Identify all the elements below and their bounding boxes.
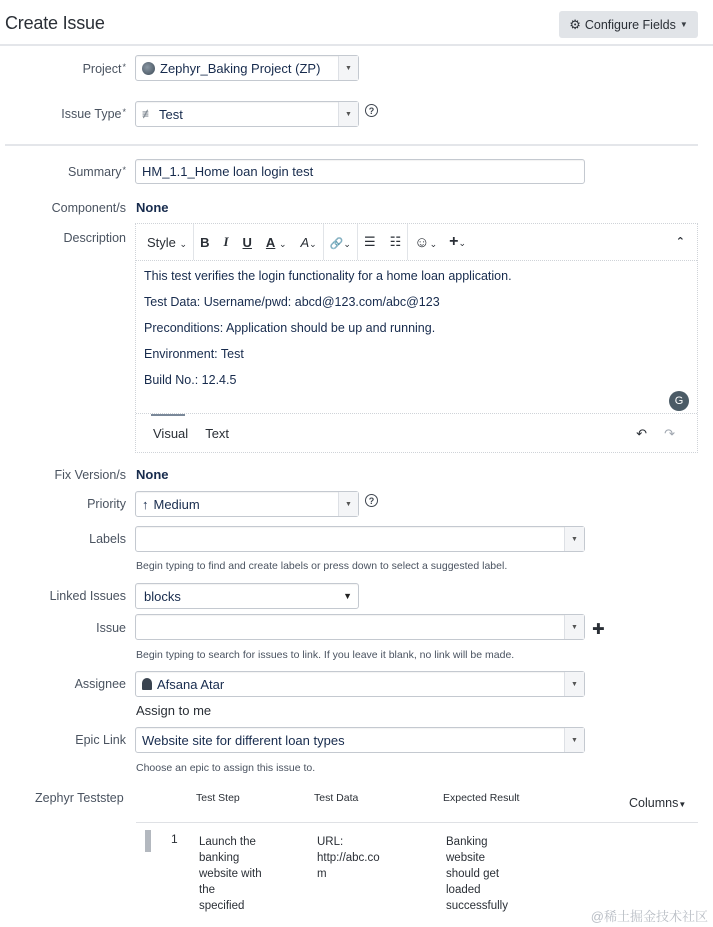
page-title: Create Issue	[5, 13, 105, 33]
insert-button[interactable]	[449, 233, 466, 251]
epic-link-value: Website site for different loan types	[142, 732, 345, 748]
help-icon[interactable]: ?	[365, 494, 378, 507]
issue-type-label: Issue Type*	[61, 107, 126, 121]
caret-down-icon: ▼	[679, 20, 688, 29]
underline-button[interactable]: U	[242, 234, 252, 250]
chevron-down-icon: ⌄	[179, 238, 188, 249]
add-link-icon[interactable]: ✚	[592, 621, 605, 638]
editor-toolbar	[136, 224, 697, 261]
bullet-list-icon[interactable]: ☰	[363, 234, 376, 249]
style-dropdown[interactable]: Style ⌄	[147, 234, 188, 250]
caret-down-icon[interactable]: ▼	[564, 672, 584, 696]
section-divider	[5, 144, 698, 146]
expected-result-cell[interactable]: Banking website should get loaded successfully	[446, 836, 508, 912]
caret-down-icon[interactable]: ▼	[564, 615, 584, 639]
caret-down-icon[interactable]: ▼	[564, 728, 584, 752]
description-paragraph: Environment: Test	[144, 347, 244, 361]
description-paragraph: Build No.: 12.4.5	[144, 373, 237, 387]
numbered-list-icon[interactable]: ☷	[389, 234, 402, 249]
caret-down-icon[interactable]: ▼	[338, 492, 358, 516]
drag-handle-icon[interactable]	[145, 830, 151, 852]
step-cell[interactable]: Launch the banking website with the specified	[199, 836, 262, 912]
assignee-label: Assignee	[74, 677, 126, 691]
linked-issues-select[interactable]	[135, 583, 359, 609]
chevron-down-icon: ⌄	[429, 238, 438, 249]
issue-type-select[interactable]	[135, 101, 359, 127]
epic-link-label: Epic Link	[75, 733, 126, 747]
watermark: @稀土掘金技术社区	[590, 909, 708, 924]
summary-label: Summary*	[68, 165, 126, 179]
configure-fields-button[interactable]	[559, 11, 698, 38]
teststep-label: Zephyr Teststep	[35, 791, 124, 805]
chevron-down-icon: ⌄	[278, 238, 287, 249]
test-issue-type-icon: ≢	[142, 107, 154, 121]
emoji-icon: ☺	[414, 233, 430, 251]
caret-down-icon[interactable]: ▼	[338, 102, 358, 126]
collapse-toolbar-icon[interactable]: ⌃	[675, 236, 685, 248]
issue-type-value: Test	[159, 106, 183, 122]
arrow-up-icon: ↑	[142, 496, 149, 512]
priority-select[interactable]	[135, 491, 359, 517]
redo-icon[interactable]: ↷	[664, 426, 675, 441]
issue-hint: Begin typing to search for issues to link. If you leave it blank, no link will be made.	[136, 649, 515, 661]
description-paragraph: Preconditions: Application should be up and running.	[144, 321, 436, 335]
tab-visual[interactable]: Visual	[153, 425, 189, 441]
column-header-expected-result: Expected Result	[443, 792, 520, 804]
tab-text[interactable]: Text	[205, 425, 230, 441]
labels-label: Labels	[89, 532, 126, 546]
priority-label: Priority	[87, 497, 126, 511]
link-button[interactable]	[330, 235, 351, 250]
column-header-test-step: Test Step	[196, 792, 240, 804]
project-label: Project*	[82, 62, 126, 76]
help-icon[interactable]: ?	[365, 104, 378, 117]
fix-versions-label: Fix Version/s	[54, 468, 126, 482]
project-select[interactable]	[135, 55, 359, 81]
dialog-header	[0, 0, 713, 46]
chevron-down-icon: ⌄	[458, 238, 467, 248]
project-avatar-icon	[142, 62, 155, 75]
assignee-value: Afsana Atar	[157, 676, 225, 692]
undo-icon[interactable]: ↶	[636, 426, 647, 441]
components-value[interactable]: None	[136, 200, 169, 215]
test-data-cell[interactable]: URL: http://abc.co m	[317, 836, 380, 880]
description-editor	[135, 223, 698, 453]
caret-down-icon[interactable]: ▼	[564, 527, 584, 551]
epic-link-select[interactable]	[135, 727, 585, 753]
text-color-button[interactable]: A ⌄	[265, 234, 287, 250]
fix-versions-value[interactable]: None	[136, 467, 169, 482]
components-label: Component/s	[51, 201, 126, 215]
linked-issues-value: blocks	[144, 588, 181, 604]
chevron-down-icon: ⌄	[343, 238, 351, 249]
column-header-test-data: Test Data	[314, 792, 359, 804]
more-formatting-button[interactable]: A⌄	[300, 234, 317, 250]
caret-down-icon[interactable]: ▼	[338, 56, 358, 80]
labels-input[interactable]	[135, 526, 585, 552]
assign-to-me-link[interactable]: Assign to me	[136, 703, 212, 718]
description-label: Description	[63, 231, 126, 245]
assignee-select[interactable]	[135, 671, 585, 697]
summary-input[interactable]	[135, 159, 585, 184]
user-avatar-icon	[142, 678, 152, 690]
step-number: 1	[171, 832, 178, 846]
description-paragraph: This test verifies the login functionality for a home loan application.	[144, 269, 512, 283]
columns-button[interactable]: Columns▼	[629, 796, 687, 810]
table-divider	[136, 822, 698, 823]
labels-hint: Begin typing to find and create labels or press down to select a suggested label.	[136, 560, 508, 572]
emoji-button[interactable]	[414, 234, 437, 251]
description-paragraph: Test Data: Username/pwd: abcd@123.com/abc@123	[144, 295, 440, 309]
gear-icon: ⚙	[569, 16, 581, 32]
linked-issues-label: Linked Issues	[49, 589, 126, 603]
grammarly-icon[interactable]: G	[669, 391, 689, 411]
editor-content[interactable]	[136, 261, 697, 413]
caret-down-icon: ▼	[678, 800, 687, 809]
priority-value: Medium	[153, 496, 200, 512]
link-icon: 🔗	[329, 237, 344, 250]
bold-button[interactable]: B	[200, 234, 210, 250]
configure-fields-label: Configure Fields	[584, 17, 676, 32]
caret-down-icon[interactable]: ▼	[343, 591, 352, 601]
editor-mode-tabs	[136, 413, 697, 452]
issue-input[interactable]	[135, 614, 585, 640]
epic-link-hint: Choose an epic to assign this issue to.	[136, 762, 316, 774]
plus-icon: +	[449, 233, 459, 250]
summary-value: HM_1.1_Home loan login test	[142, 164, 314, 179]
project-value: Zephyr_Baking Project (ZP)	[160, 60, 321, 76]
italic-button[interactable]: I	[223, 234, 229, 249]
issue-label: Issue	[96, 621, 126, 635]
chevron-down-icon: ⌄	[309, 238, 317, 249]
